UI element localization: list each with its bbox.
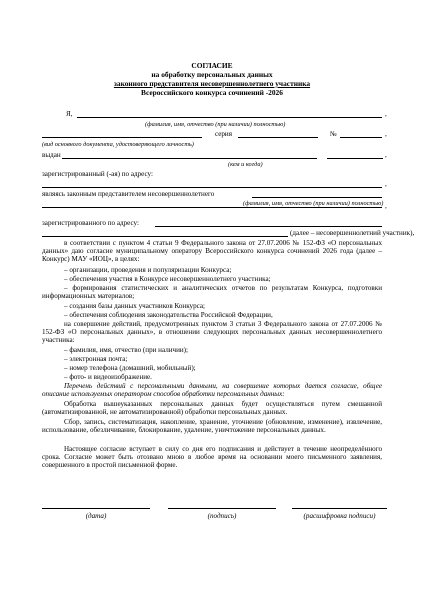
paragraph-processing-method: Обработка вышеуказанных персональных данных будет осуществляться путем смешанной (автоматизированной, не автоматизированной) обработки персональных данных. xyxy=(42,400,382,417)
data-item: – электронная почта; xyxy=(64,355,128,363)
paragraph-actions: на совершение действий, предусмотренных пунктом 3 статьи 3 Федерального закона от 27.07.2006 № 152-ФЗ «О персональных данных», в отношении следующих персональных данных несовершеннолетнего участника: xyxy=(42,320,382,345)
seriya-input-line[interactable] xyxy=(238,137,318,138)
paragraph-actions-list-title: Перечень действий с персональными данными, на совершение которых дается согласие, общее описание используемых оператором способов обработки персональных данных: xyxy=(42,382,382,399)
signature-decode-caption: (расшифровка подписи) xyxy=(303,512,376,520)
fio-hint: (фамилия, имя, отчество (при наличии) полностью) xyxy=(145,121,286,128)
signature-decode-input-line[interactable] xyxy=(292,508,387,509)
form-subtitle-representative: законного представителя несовершеннолетнего участника xyxy=(113,79,311,88)
document-hint: (вид основного документа, удостоверяющего личность) xyxy=(42,141,194,148)
purpose-item: – обеспечения участия в Конкурсе несовершеннолетнего участника; xyxy=(64,275,271,283)
paragraph-validity: Настоящее согласие вступает в силу со дня его подписания и действует в течение неопределённого срока. Согласие может быть отозвано мною в любое время на основании моего письменного заявления, совершенного в простой письменной форме. xyxy=(42,445,382,470)
minor-address-input-line[interactable] xyxy=(155,226,382,227)
vydan-date-input-line[interactable] xyxy=(327,158,383,159)
purpose-item: – создания базы данных участников Конкурса; xyxy=(64,302,205,310)
purpose-item: – формирования статистических и аналитических отчетов по результатам Конкурса, подготовки информационных материалов; xyxy=(42,284,382,301)
ya-label: Я, xyxy=(66,110,73,118)
minor-name-input-line[interactable] xyxy=(252,197,382,198)
data-item: – фамилия, имя, отчество (при наличии); xyxy=(64,346,189,354)
registered-label: зарегистрированный (-ая) по адресу: xyxy=(42,170,153,178)
document-type-input-line[interactable] xyxy=(42,137,202,138)
data-item: – номер телефона (домашний, мобильный); xyxy=(64,364,196,372)
comma: , xyxy=(385,202,387,210)
comma: , xyxy=(385,180,387,188)
date-input-line[interactable] xyxy=(42,508,150,509)
nomer-label: № xyxy=(330,130,337,138)
nomer-input-line[interactable] xyxy=(340,137,382,138)
minor-suffix: (далее – несовершеннолетний участник), xyxy=(290,229,415,237)
comma: , xyxy=(385,130,387,138)
vydan-label: выдан xyxy=(42,151,61,159)
date-caption: (дата) xyxy=(85,512,107,520)
purpose-item: – обеспечения соблюдения законодательства Российской Федерации, xyxy=(64,311,273,319)
comma: , xyxy=(385,151,387,159)
fio-input-line[interactable] xyxy=(77,117,382,118)
registered2-label: зарегистрированного по адресу: xyxy=(42,219,139,227)
seriya-label: серия xyxy=(215,130,232,138)
form-title: СОГЛАСИЕ xyxy=(191,61,233,70)
vydan-input-line[interactable] xyxy=(62,158,317,159)
signature-input-line[interactable] xyxy=(168,508,276,509)
minor-hint: (фамилия, имя, отчество (при наличии) полностью) xyxy=(243,200,384,207)
data-item: – фото- и видеоизображение. xyxy=(64,373,152,381)
comma: , xyxy=(385,110,387,118)
minor-address-input-line-2[interactable] xyxy=(42,236,288,237)
form-subtitle-contest: Всероссийского конкурса сочинений -2026 xyxy=(141,88,283,97)
legal-rep-label: являясь законным представителем несовершеннолетнего xyxy=(42,190,215,198)
form-subtitle: на обработку персональных данных xyxy=(151,70,273,79)
address-input-line[interactable] xyxy=(42,187,382,188)
paragraph-basis: в соответствии с пунктом 4 статьи 9 Федерального закона от 27.07.2006 № 152-ФЗ «О персональных данных» даю согласие муниципальному оператору Всероссийского конкурса сочинений 2026 года (далее – Конкурс) МАУ «ИОЦ», в целях: xyxy=(42,239,382,264)
paragraph-processing-actions: Сбор, запись, систематизация, накопление, хранение, уточнение (обновление, изменение), извлечение, использование, обезличивание, блокирование, удаление, уничтожение персональных данных. xyxy=(42,418,382,435)
signature-caption: (подпись) xyxy=(207,512,237,520)
purpose-item: – организации, проведения и популяризации Конкурса; xyxy=(64,266,232,274)
vydan-hint: (кем и когда) xyxy=(228,161,263,168)
